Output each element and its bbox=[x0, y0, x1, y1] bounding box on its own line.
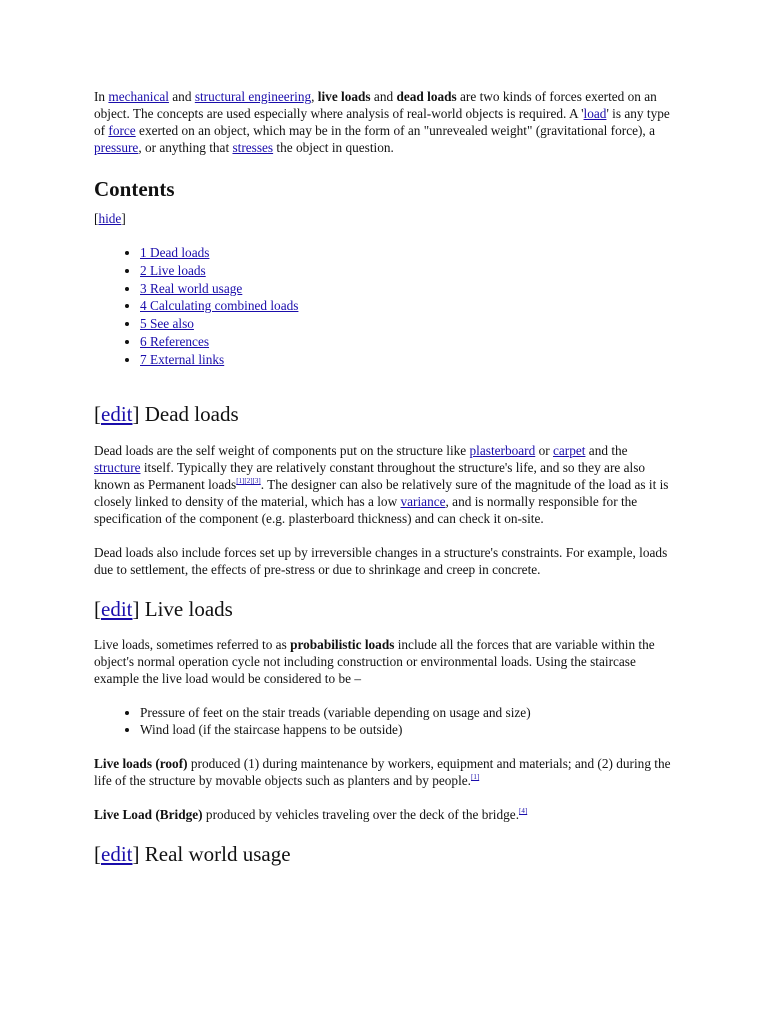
section-title: Real world usage bbox=[144, 842, 291, 867]
probabilistic-loads-term: probabilistic loads bbox=[290, 636, 395, 652]
bracket: [ bbox=[94, 842, 101, 867]
reference-link[interactable]: [1] bbox=[236, 476, 245, 485]
intro-text: , bbox=[311, 89, 318, 104]
toc-link-external-links[interactable]: 7 External links bbox=[140, 351, 225, 367]
body-text: include all the forces that are variable within the object's normal operation cycle not including construction or environmental loads. Using the staircase example the live load would be considered to be – bbox=[94, 636, 655, 686]
toc-toggle bbox=[94, 210, 676, 227]
section-title: Dead loads bbox=[144, 401, 239, 426]
link-structure[interactable]: structure bbox=[94, 459, 141, 475]
toc-item bbox=[140, 297, 676, 315]
toc-hide-link[interactable]: hide bbox=[98, 211, 122, 226]
intro-text: and bbox=[370, 89, 397, 104]
toc-item bbox=[140, 333, 676, 351]
toc-link-references[interactable]: 6 References bbox=[140, 333, 210, 349]
list-item: • Wind load (if the staircase happens to be outside) bbox=[140, 721, 676, 739]
toc-link-live-loads[interactable]: 2 Live loads bbox=[140, 262, 206, 278]
contents-heading: Contents bbox=[94, 177, 175, 201]
body-text: itself. Typically they are relatively constant throughout the structure's life, and so they are also known as Permanent loads bbox=[94, 459, 646, 492]
live-load-bridge-term: Live Load (Bridge) bbox=[94, 807, 203, 823]
section-heading-real-world-usage bbox=[94, 841, 676, 867]
toc-link-real-world-usage[interactable]: 3 Real world usage bbox=[140, 280, 243, 296]
live-loads-bullet-list bbox=[94, 704, 676, 740]
live-loads-roof-paragraph bbox=[94, 755, 676, 789]
intro-paragraph bbox=[94, 88, 676, 156]
body-text: produced by vehicles traveling over the deck of the bridge. bbox=[202, 807, 520, 823]
bracket: [ bbox=[94, 596, 101, 621]
bracket: ] bbox=[121, 211, 126, 226]
toc-item bbox=[140, 315, 676, 333]
link-structural-engineering[interactable]: structural engineering bbox=[194, 89, 312, 104]
toc-item bbox=[140, 280, 676, 298]
body-text: , and is normally responsible for the specification of the component (e.g. plasterboard thickness) and can check it on-site. bbox=[94, 493, 638, 526]
body-text: produced (1) during maintenance by workers, equipment and materials; and (2) during the life of the structure by movable objects such as planters and by people. bbox=[94, 756, 671, 789]
intro-text: In bbox=[94, 89, 109, 104]
reference-link[interactable]: [4] bbox=[519, 807, 528, 816]
live-loads-paragraph bbox=[94, 636, 676, 687]
toc-link-calculating-combined-loads[interactable]: 4 Calculating combined loads bbox=[140, 298, 299, 314]
bracket: ] bbox=[132, 401, 145, 426]
toc-item bbox=[140, 262, 676, 280]
link-variance[interactable]: variance bbox=[400, 493, 446, 509]
link-carpet[interactable]: carpet bbox=[552, 442, 586, 458]
link-plasterboard[interactable]: plasterboard bbox=[469, 442, 536, 458]
intro-text: , or anything that bbox=[138, 140, 233, 155]
intro-text: ' is any type of bbox=[94, 106, 670, 138]
section-title: Live loads bbox=[144, 596, 233, 621]
edit-link-real-world-usage[interactable]: edit bbox=[101, 842, 133, 867]
intro-text: exerted on an object, which may be in the form of an "unrevealed weight" (gravitational force), a bbox=[135, 123, 655, 138]
link-force[interactable]: force bbox=[108, 123, 136, 138]
bracket: [ bbox=[94, 401, 101, 426]
reference-link[interactable]: [1] bbox=[471, 773, 480, 782]
article-content bbox=[94, 80, 676, 867]
intro-text: the object in question. bbox=[273, 140, 394, 155]
toc-link-see-also[interactable]: 5 See also bbox=[140, 316, 194, 332]
toc-item bbox=[140, 244, 676, 262]
toc-list bbox=[94, 244, 676, 369]
live-load-bridge-paragraph bbox=[94, 806, 676, 823]
intro-text: and bbox=[168, 89, 195, 104]
reference-link[interactable]: [3] bbox=[252, 476, 261, 485]
section-heading-live-loads bbox=[94, 596, 676, 622]
dead-loads-term: dead loads bbox=[396, 89, 457, 104]
bracket: ] bbox=[132, 842, 145, 867]
link-load[interactable]: load bbox=[583, 106, 607, 121]
body-text: Dead loads are the self weight of components put on the structure like bbox=[94, 442, 470, 458]
body-text: Live loads, sometimes referred to as bbox=[94, 636, 291, 652]
list-item: • Pressure of feet on the stair treads (variable depending on usage and size) bbox=[140, 704, 676, 722]
live-loads-term: live loads bbox=[317, 89, 371, 104]
bracket: [ bbox=[94, 211, 99, 226]
toc-item bbox=[140, 351, 676, 369]
body-text: and the bbox=[585, 442, 628, 458]
intro-text: are two kinds of forces exerted on an object. The concepts are used especially where analysis of real-world objects is required. A ' bbox=[94, 89, 657, 121]
toc-link-dead-loads[interactable]: 1 Dead loads bbox=[140, 245, 210, 260]
edit-link-live-loads[interactable]: edit bbox=[101, 596, 133, 621]
body-text: or bbox=[535, 442, 553, 458]
link-pressure[interactable]: pressure bbox=[94, 140, 139, 155]
link-mechanical[interactable]: mechanical bbox=[108, 89, 169, 104]
edit-link-dead-loads[interactable]: edit bbox=[101, 401, 133, 426]
live-loads-roof-term: Live loads (roof) bbox=[94, 756, 188, 772]
bracket: ] bbox=[132, 596, 145, 621]
dead-loads-paragraph-2: Dead loads also include forces set up by irreversible changes in a structure's constraints. For example, loads due to settlement, the effects of pre-stress or due to shrinkage and creep in concrete. bbox=[94, 544, 668, 577]
dead-loads-paragraph-1 bbox=[94, 442, 676, 527]
body-text: . The designer can also be relatively sure of the magnitude of the load as it is closely linked to density of the material, which has a low bbox=[94, 476, 669, 509]
link-stresses[interactable]: stresses bbox=[232, 140, 274, 155]
section-heading-dead-loads bbox=[94, 401, 676, 427]
reference-link[interactable]: [2] bbox=[244, 476, 253, 485]
